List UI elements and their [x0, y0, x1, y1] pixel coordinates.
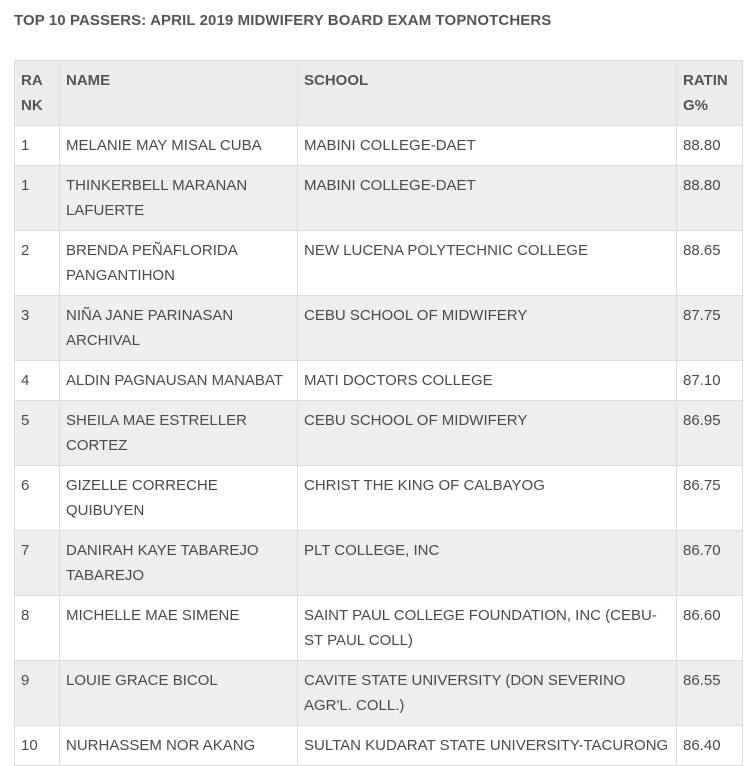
rank-cell: 2: [15, 231, 60, 296]
name-cell: GIZELLE CORRECHE QUIBUYEN: [60, 466, 298, 531]
rank-cell: 1: [15, 126, 60, 166]
rating-cell: 87.75: [677, 296, 743, 361]
rating-cell: 86.70: [677, 531, 743, 596]
name-cell: NURHASSEM NOR AKANG: [60, 726, 298, 766]
rank-cell: 5: [15, 401, 60, 466]
rank-cell: 1: [15, 166, 60, 231]
rating-cell: 86.95: [677, 401, 743, 466]
school-cell: PLT COLLEGE, INC: [298, 531, 677, 596]
school-cell: MABINI COLLEGE-DAET: [298, 126, 677, 166]
name-cell: DANIRAH KAYE TABAREJO TABAREJO: [60, 531, 298, 596]
rating-cell: 88.80: [677, 166, 743, 231]
rank-cell: 8: [15, 596, 60, 661]
school-cell: NEW LUCENA POLYTECHNIC COLLEGE: [298, 231, 677, 296]
rank-header: RANK: [15, 61, 60, 126]
school-cell: MATI DOCTORS COLLEGE: [298, 361, 677, 401]
rating-cell: 88.80: [677, 126, 743, 166]
rating-cell: 86.75: [677, 466, 743, 531]
table-body: [15, 126, 743, 766]
rank-cell: 7: [15, 531, 60, 596]
table-row: [15, 126, 743, 166]
rank-cell: 10: [15, 726, 60, 766]
school-cell: CEBU SCHOOL OF MIDWIFERY: [298, 401, 677, 466]
name-cell: ALDIN PAGNAUSAN MANABAT: [60, 361, 298, 401]
table-row: [15, 401, 743, 466]
table-header-row: [15, 61, 743, 126]
name-cell: BRENDA PEÑAFLORIDA PANGANTIHON: [60, 231, 298, 296]
school-header: SCHOOL: [298, 61, 677, 126]
table-row: [15, 726, 743, 766]
rating-cell: 86.60: [677, 596, 743, 661]
table-row: [15, 166, 743, 231]
table-row: [15, 531, 743, 596]
rating-cell: 88.65: [677, 231, 743, 296]
name-cell: THINKERBELL MARANAN LAFUERTE: [60, 166, 298, 231]
rank-cell: 6: [15, 466, 60, 531]
school-cell: CHRIST THE KING OF CALBAYOG: [298, 466, 677, 531]
rating-cell: 87.10: [677, 361, 743, 401]
rank-cell: 4: [15, 361, 60, 401]
school-cell: CAVITE STATE UNIVERSITY (DON SEVERINO AGR'L. COLL.): [298, 661, 677, 726]
name-cell: MICHELLE MAE SIMENE: [60, 596, 298, 661]
page-title: TOP 10 PASSERS: APRIL 2019 MIDWIFERY BOARD EXAM TOPNOTCHERS: [14, 12, 552, 29]
name-cell: NIÑA JANE PARINASAN ARCHIVAL: [60, 296, 298, 361]
rank-cell: 9: [15, 661, 60, 726]
table-row: [15, 296, 743, 361]
name-header: NAME: [60, 61, 298, 126]
table-row: [15, 231, 743, 296]
rating-header: RATING%: [677, 61, 743, 126]
school-cell: SULTAN KUDARAT STATE UNIVERSITY-TACURONG: [298, 726, 677, 766]
rank-cell: 3: [15, 296, 60, 361]
name-cell: MELANIE MAY MISAL CUBA: [60, 126, 298, 166]
name-cell: SHEILA MAE ESTRELLER CORTEZ: [60, 401, 298, 466]
table-row: [15, 361, 743, 401]
rating-cell: 86.40: [677, 726, 743, 766]
topnotchers-table: [14, 60, 743, 766]
name-cell: LOUIE GRACE BICOL: [60, 661, 298, 726]
table-row: [15, 661, 743, 726]
school-cell: SAINT PAUL COLLEGE FOUNDATION, INC (CEBU-ST PAUL COLL): [298, 596, 677, 661]
school-cell: CEBU SCHOOL OF MIDWIFERY: [298, 296, 677, 361]
table-row: [15, 466, 743, 531]
rating-cell: 86.55: [677, 661, 743, 726]
table-row: [15, 596, 743, 661]
school-cell: MABINI COLLEGE-DAET: [298, 166, 677, 231]
